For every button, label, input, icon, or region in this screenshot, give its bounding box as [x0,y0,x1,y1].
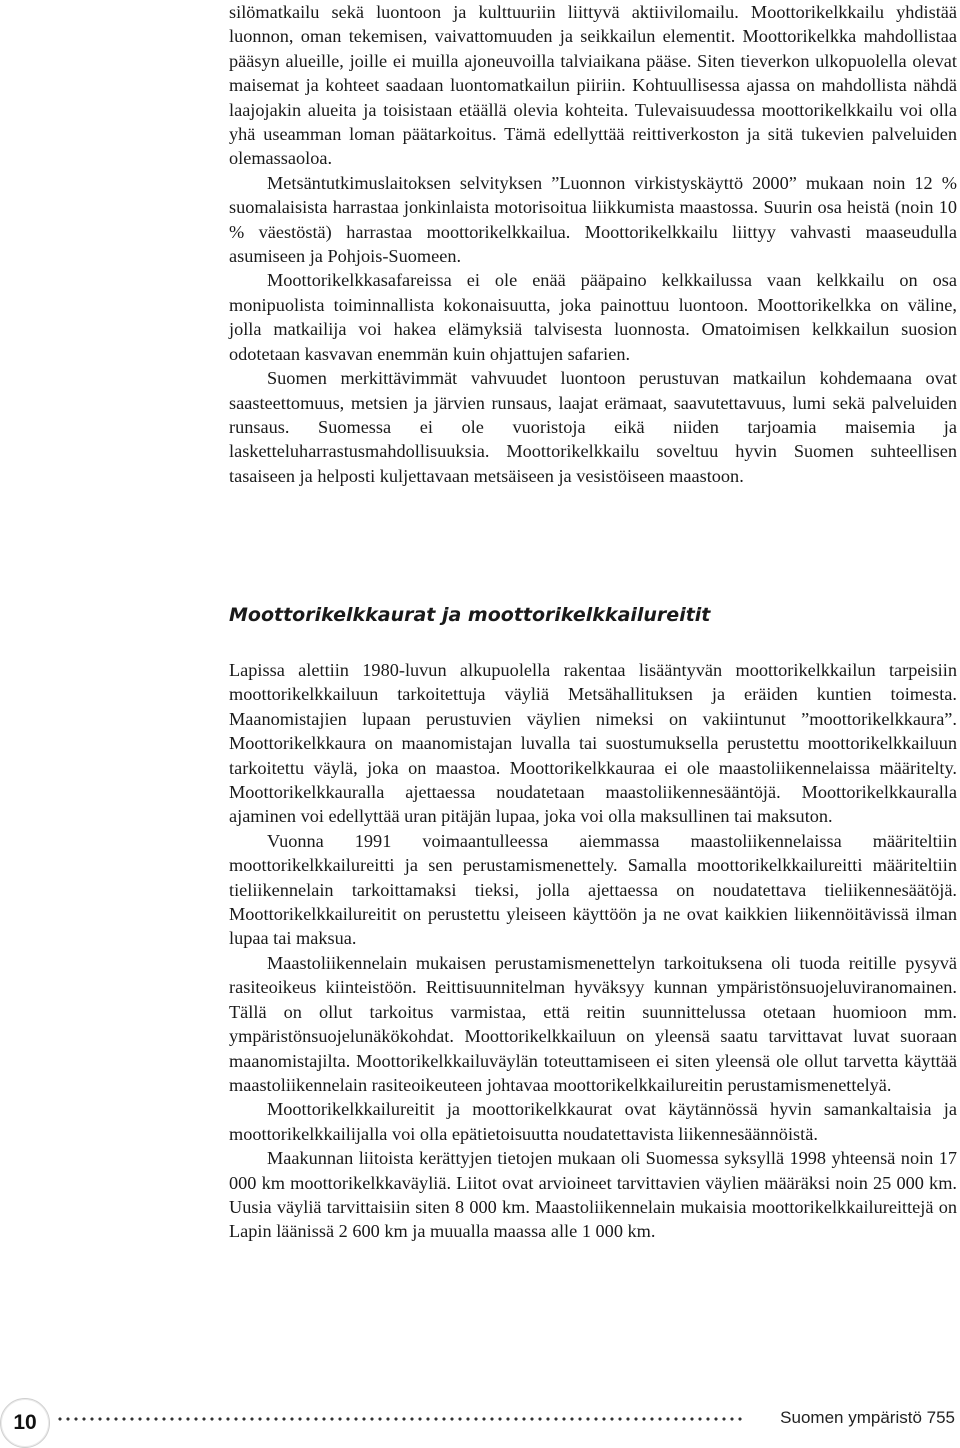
paragraph: Maastoliikennelain mukaisen perustamismenettelyn tarkoituksena oli tuoda reitille pysyvä rasiteoikeus kiinteistöön. Reittisuunnitelman hyväksyy kunnan ympäristönsuojeluviranomainen. Tällä on ollut tarkoitus varmistaa, että reitin suunnittelussa otetaan huomioon mm. ympäristönsuojelunäkökohdat. Moottorikelkkailuun on yleensä saatu tarvittavat luvat suoraan maanomistajilta. Moottorikelkkailuväylän toteuttamiseen ei siten yleensä ole ollut tarvetta käyttää maastoliikennelain rasiteoikeuteen johtavaa moottorikelkkailureitin perustamismenettelyä. [229,952,957,1095]
paragraph: Moottorikelkkasafareissa ei ole enää pääpaino kelkkailussa vaan kelkkailu on osa monipuolista toiminnallista kokonaisuutta, joka painottuu luontoon. Moottorikelkka on väline, jolla matkailija voi hakea elämyksiä talvisesta luonnosta. Omatoimisen kelkkailun suosion odotetaan kasvavan enemmän kuin ohjattujen safarien. [229,270,957,364]
body-text-upper [229,0,957,488]
paragraph: Maakunnan liitoista kerättyjen tietojen mukaan oli Suomessa syksyllä 1998 yhteensä noin 17 000 km moottorikelkkaväyliä. Liitot ovat arvioineet tarvittavien väylien määräksi noin 25 000 km. Uusia väyliä tarvittaisiin siten 8 000 km. Maastoliikennelain mukaisia moottorikelkkailureittejä on Lapin läänissä 2 600 km ja muualla maassa alle 1 000 km. [229,1148,957,1242]
page-number-badge [0,1398,50,1448]
paragraph: Metsäntutkimuslaitoksen selvityksen ”Luonnon virkistyskäyttö 2000” mukaan noin 12 % suomalaisista harrastaa jonkinlaista motorisoitua liikkumista maastossa. Suurin osa heistä (noin 10 % väestöstä) harrastaa moottorikelkkailua. Moottorikelkkailu liittyy vahvasti maaseudulla asumiseen ja Pohjois-Suomeen. [229,172,957,267]
paragraph: Lapissa alettiin 1980-luvun alkupuolella rakentaa lisääntyvän moottorikelkkailun tarpeisiin moottorikelkkailuun tarkoitettuja väyliä Metsähallituksen ja eräiden kuntien toimesta. Maanomistajien lupaan perustuvien väylien nimeksi on vakiintunut ”moottorikelkkaura”. Moottorikelkkaura on maanomistajan luvalla tai suostumuksella perustettu moottorikelkkailuun tarkoitettu väylä, joka on maastoa. Moottorikelkkauraa ei ole maastoliikennelaissa määritelty. Moottorikelkkauralla ajettaessa noudatetaan maastoliikennesääntöjä. Moottorikelkkauralla ajaminen voi edellyttää uran pitäjän lupaa, joka voi olla maksullinen tai maksuton. [229,660,957,827]
body-text-lower [229,658,957,1244]
paragraph: Suomen merkittävimmät vahvuudet luontoon perustuvan matkailun kohdemaana ovat saasteettomuus, metsien ja järvien runsaus, laajat erämaat, saavutettavuus, lumi sekä palveluiden runsaus. Suomessa ei ole vuoristoja eikä niiden tarjoamia maisemia ja lasketteluharrastusmahdollisuuksia. Moottorikelkkailu soveltuu hyvin Suomen suhteellisen tasaiseen ja helposti kuljettavaan metsäiseen ja vesistöiseen maastoon. [229,368,957,486]
section-heading: Moottorikelkkaurat ja moottorikelkkailureitit [229,604,711,626]
page-footer [0,1398,960,1448]
dotted-leader [56,1414,745,1424]
paragraph: Moottorikelkkailureitit ja moottorikelkkaurat ovat käytännössä hyvin samankaltaisia ja moottorikelkkailijalla voi olla epätietoisuutta noudatettavista liikennesäännöistä. [229,1099,957,1144]
publication-name: Suomen ympäristö 755 [780,1408,955,1427]
paragraph-continued: silömatkailu sekä luontoon ja kulttuuriin liittyvä aktiivilomailu. Moottorikelkkailu yhdistää luonnon, oman tekemisen, vaivattomuuden ja seikkailun elementit. Moottorikelkka mahdollistaa pääsyn alueille, joille ei muilla ajoneuvoilla talviaikana pääse. Siten tieverkon ulkopuolella olevat maisemat ja kohteet saadaan luontomatkailun piiriin. Kohtuullisessa ajassa on mahdollista nähdä laajojakin alueita ja toisistaan etäällä olevia kohteita. Tulevaisuudessa moottorikelkkailu voi olla yhä useamman loman päätarkoitus. Tämä edellyttää reittiverkoston ja sitä tukevien palveluiden olemassaoloa. [229,2,957,169]
paragraph: Vuonna 1991 voimaantulleessa aiemmassa maastoliikennelaissa määriteltiin moottorikelkkailureitti ja sen perustamismenettely. Samalla moottorikelkkailureitti määriteltiin tieliikennelain tarkoittamaksi tieksi, jolla ajettaessa on noudatettava tieliikennesäätöjä. Moottorikelkkailureitit on perustettu yleiseen käyttöön ja ne ovat kaikkien liikennöitävissä ilman lupaa tai maksua. [229,830,957,949]
page-number: 10 [13,1411,37,1434]
